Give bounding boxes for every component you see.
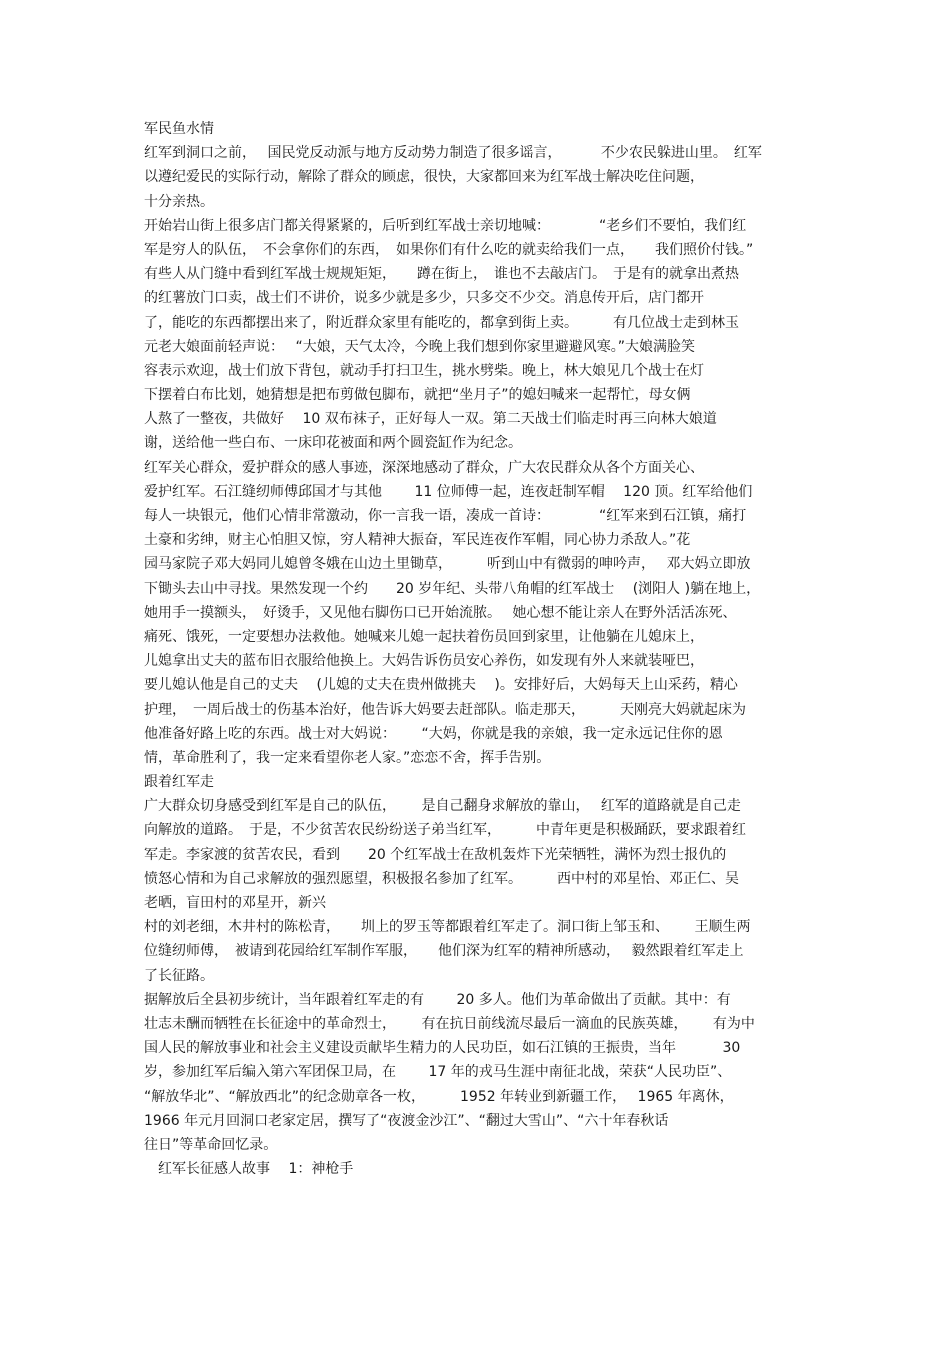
text-line: 要儿媳认他是自己的丈夫 (儿媳的丈夫在贵州做挑夫 )。安排好后，大妈每天上山采药，精心 [144, 677, 738, 694]
text-line: 爱护红军。石江缝纫师傅邱国才与其他 11 位师傅一起，连夜赶制军帽 120 顶。红军给他们 [144, 483, 753, 500]
text-line: 容表示欢迎，战士们放下背包，就动手打扫卫生，挑水劈柴。晚上，林大娘见几个战士在灯 [144, 362, 704, 379]
section-title: 跟着红军走 [144, 774, 214, 791]
text-line: 了，能吃的东西都摆出来了，附近群众家里有能吃的，都拿到街上卖。 有几位战士走到林玉 [144, 314, 739, 331]
text-line: 村的刘老细，木井村的陈松青， 圳上的罗玉等都跟着红军走了。洞口街上邹玉和、 王顺生两 [144, 919, 751, 936]
text-line: 往日”等革命回忆录。 [144, 1136, 278, 1153]
text-line: 据解放后全县初步统计，当年跟着红军走的有 20 多人。他们为革命做出了贡献。其中：有 [144, 991, 731, 1008]
text-line: 的红薯放门口卖，战士们不讲价，说多少就是多少，只多交不少交。消息传开后，店门都开 [144, 290, 704, 307]
text-line: 岁，参加红军后编入第六军团保卫局，在 17 年的戎马生涯中南征北战，荣获“人民功臣”、 [144, 1064, 732, 1081]
article-body [144, 117, 824, 1181]
text-line: 军是穷人的队伍， 不会拿你们的东西， 如果你们有什么吃的就卖给我们一点， 我们照价付钱。” [144, 241, 754, 258]
text-line: 十分亲热。 [144, 193, 214, 210]
text-line: 开始岩山街上很多店门都关得紧紧的，后听到红军战士亲切地喊： “老乡们不要怕，我们红 [144, 217, 747, 234]
text-line: 军走。李家渡的贫苦农民，看到 20 个红军战士在敌机轰炸下光荣牺牲，满怀为烈士报仇的 [144, 846, 727, 863]
text-line: 谢，送给他一些白布、一床印花被面和两个圆瓷缸作为纪念。 [144, 435, 522, 452]
section-title: 红军长征感人故事 1：神枪手 [144, 1161, 354, 1178]
text-line: 壮志未酬而牺牲在长征途中的革命烈士， 有在抗日前线流尽最后一滴血的民族英雄， 有为中 [144, 1015, 755, 1032]
text-line: 下摆着白布比划，她猜想是把布剪做包脚布，就把“坐月子”的媳妇喊来一起帮忙，母女俩 [144, 387, 691, 404]
text-line: 国人民的解放事业和社会主义建设贡献毕生精力的人民功臣，如石江镇的王振贵，当年 30 [144, 1040, 741, 1057]
text-line: 有些人从门缝中看到红军战士规规矩矩， 蹲在街上， 谁也不去敲店门。 于是有的就拿出煮热 [144, 266, 739, 283]
text-line: 护理， 一周后战士的伤基本治好，他告诉大妈要去赶部队。临走那天， 天刚亮大妈就起床为 [144, 701, 746, 718]
text-line: 她用手一摸额头， 好烫手，又见他右脚伤口已开始流脓。 她心想不能让亲人在野外活活冻死、 [144, 604, 737, 621]
text-line: 下锄头去山中寻找。果然发现一个约 20 岁年纪、头带八角帽的红军战士 (浏阳人 )躺在地上， [144, 580, 761, 597]
text-line: 向解放的道路。 于是，不少贫苦农民纷纷送子弟当红军， 中青年更是积极踊跃，要求跟着红 [144, 822, 746, 839]
text-line: 情，革命胜利了，我一定来看望你老人家。”恋恋不舍，挥手告别。 [144, 749, 551, 766]
section-title: 军民鱼水情 [144, 121, 214, 137]
text-line: 儿媳拿出丈夫的蓝布旧衣服给他换上。大妈告诉伤员安心养伤，如发现有外人来就装哑巴， [144, 653, 704, 670]
text-line: 园马家院子邓大妈同儿媳曾冬娥在山边土里锄草， 听到山中有微弱的呻吟声， 邓大妈立即放 [144, 556, 751, 573]
text-line: 元老大娘面前轻声说： “大娘，天气太冷，今晚上我们想到你家里避避风寒。”大娘满脸笑 [144, 338, 695, 355]
text-line: 了长征路。 [144, 967, 214, 984]
text-line: 他准备好路上吃的东西。战士对大妈说： “大妈，你就是我的亲娘，我一定永远记住你的恩 [144, 725, 723, 742]
text-line: 老晒，盲田村的邓星开，新兴 [144, 895, 326, 911]
text-line: 以遵纪爱民的实际行动，解除了群众的顾虑，很快，大家都回来为红军战士解决吃住问题， [144, 169, 704, 186]
text-line: 土豪和劣绅，财主心怕胆又惊，穷人精神大振奋，军民连夜作军帽，同心协力杀敌人。”花 [144, 532, 691, 549]
text-line: 人熬了一整夜，共做好 10 双布袜子，正好每人一双。第二天战士们临走时再三向林大娘道 [144, 411, 717, 428]
text-line: 愤怒心情和为自己求解放的强烈愿望，积极报名参加了红军。 西中村的邓星怡、邓正仁、吴 [144, 870, 739, 887]
text-line: 红军关心群众，爱护群众的感人事迹，深深地感动了群众，广大农民群众从各个方面关心、 [144, 459, 704, 476]
text-line: 每人一块银元，他们心情非常激动，你一言我一语，凑成一首诗： “红军来到石江镇，痛打 [144, 508, 747, 524]
text-line: “解放华北”、“解放西北”的纪念勋章各一枚， 1952 年转业到新疆工作， 1965 年离休， [144, 1088, 734, 1105]
text-line: 红军到洞口之前， 国民党反动派与地方反动势力制造了很多谣言， 不少农民躲进山里。 红军 [144, 145, 762, 162]
text-line: 位缝纫师傅， 被请到花园给红军制作军服， 他们深为红军的精神所感动， 毅然跟着红军走上 [144, 943, 744, 960]
text-line: 1966 年元月回洞口老家定居，撰写了“夜渡金沙江”、“翻过大雪山”、“六十年春秋话 [144, 1112, 669, 1129]
text-line: 广大群众切身感受到红军是自己的队伍， 是自己翻身求解放的靠山， 红军的道路就是自己走 [144, 798, 741, 815]
text-line: 痛死、饿死，一定要想办法救他。她喊来儿媳一起扶着伤员回到家里，让他躺在儿媳床上， [144, 628, 704, 645]
